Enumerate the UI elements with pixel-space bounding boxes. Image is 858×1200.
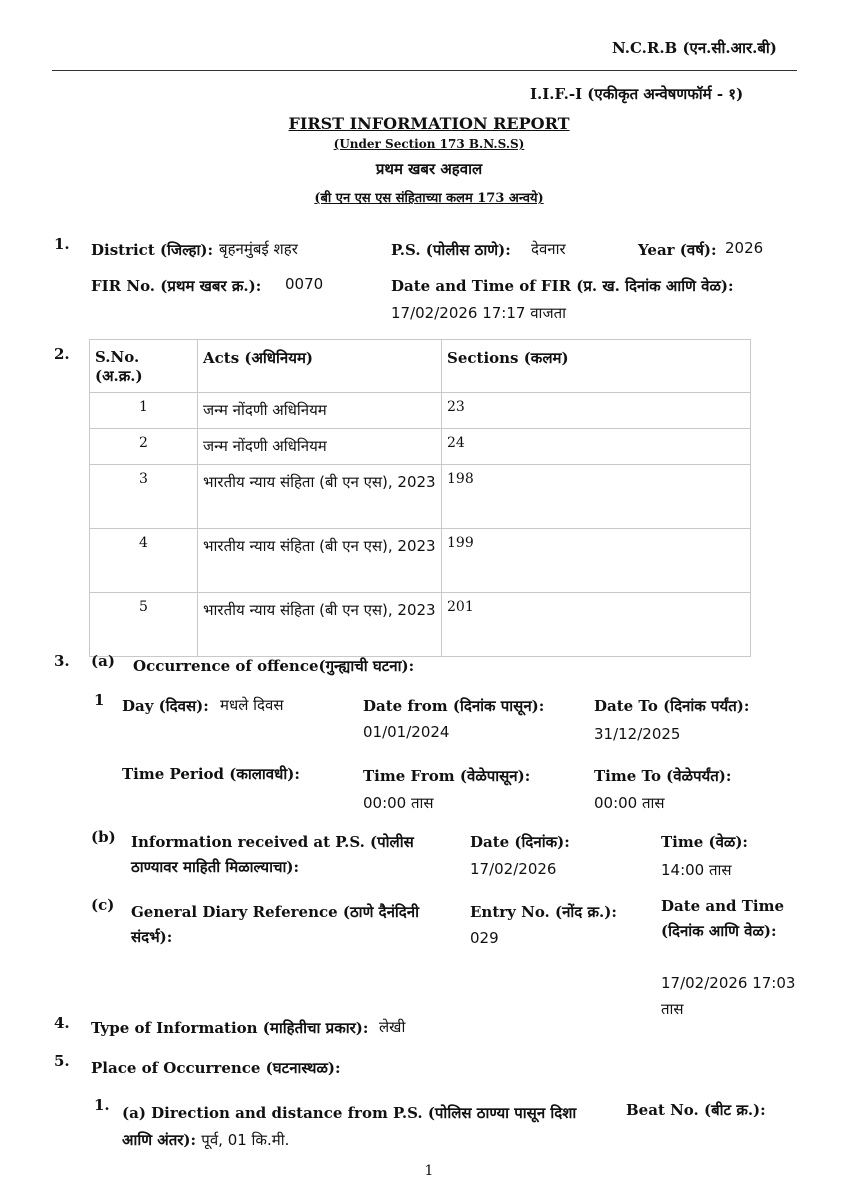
row-sno: 5 <box>90 593 198 657</box>
iif-label: I.I.F.-I (एकीकृत अन्वेषणफॉर्म - १) <box>530 85 744 103</box>
fir-number-value: 0070 <box>285 275 324 293</box>
section-4-number: 4. <box>54 1014 70 1032</box>
place-sub-number: 1. <box>94 1096 110 1114</box>
info-type-label: Type of Information (माहितीचा प्रकार): <box>91 1019 369 1037</box>
sub-c-label: (c) <box>91 896 115 914</box>
direction-label: (a) Direction and distance from P.S. (पोलिस ठाण्या पासून दिशा आणि अंतर): <box>122 1104 577 1149</box>
year-value: 2026 <box>725 239 764 257</box>
gd-datetime-label: Date and Time (दिनांक आणि वेळ): <box>661 897 785 940</box>
table-row <box>90 393 751 429</box>
row-act: जन्म नोंदणी अधिनियम <box>198 393 442 429</box>
fir-number-label: FIR No. (प्रथम खबर क्र.): <box>91 277 262 295</box>
entry-number-label: Entry No. (नोंद क्र.): <box>470 903 617 921</box>
time-period-label: Time Period (कालावधी): <box>122 765 300 783</box>
year-label: Year (वर्ष): <box>638 241 717 259</box>
acts-table-header <box>90 340 751 393</box>
info-type-value: लेखी <box>379 1018 406 1036</box>
sub-a-label: (a) <box>91 652 115 670</box>
place-label: Place of Occurrence (घटनास्थळ): <box>91 1059 341 1077</box>
info-date-label: Date (दिनांक): <box>470 833 570 851</box>
date-from-value: 01/01/2024 <box>363 723 450 741</box>
gd-datetime-value: 17/02/2026 17:03 तास <box>661 974 796 1018</box>
row-section: 199 <box>442 529 751 593</box>
info-time-label: Time (वेळ): <box>661 833 748 851</box>
row-sno: 4 <box>90 529 198 593</box>
section-5-number: 5. <box>54 1052 70 1070</box>
row-sno: 2 <box>90 429 198 465</box>
row-act: भारतीय न्याय संहिता (बी एन एस), 2023 <box>198 529 442 593</box>
table-row <box>90 529 751 593</box>
direction-value: पूर्व, 01 कि.मी. <box>201 1131 290 1149</box>
beat-number-label: Beat No. (बीट क्र.): <box>626 1101 766 1119</box>
day-label: Day (दिवस): <box>122 697 209 715</box>
info-received-label: Information received at P.S. (पोलीस ठाण्यावर माहिती मिळाल्याचा): <box>131 833 414 876</box>
header-acts: Acts (अधिनियम) <box>198 340 442 393</box>
direction-distance <box>122 1100 592 1154</box>
row-section: 23 <box>442 393 751 429</box>
section-2-number: 2. <box>54 345 70 363</box>
date-to-label: Date To (दिनांक पर्यंत): <box>594 697 750 715</box>
info-date-value: 17/02/2026 <box>470 860 557 878</box>
row-section: 24 <box>442 429 751 465</box>
header-divider <box>52 70 797 71</box>
entry-number-value: 029 <box>470 929 499 947</box>
header-sno: S.No. (अ.क्र.) <box>90 340 198 393</box>
general-diary-label: General Diary Reference (ठाणे दैनंदिनी संदर्भ): <box>131 903 419 946</box>
occurrence-label: Occurrence of offence(गुन्ह्याची घटना): <box>133 657 415 675</box>
district-label: District (जिल्हा): <box>91 241 214 259</box>
row-section: 198 <box>442 465 751 529</box>
row-act: जन्म नोंदणी अधिनियम <box>198 429 442 465</box>
date-to-value: 31/12/2025 <box>594 725 681 743</box>
time-from-label: Time From (वेळेपासून): <box>363 767 531 785</box>
acts-table <box>89 339 751 657</box>
section-1-number: 1. <box>54 235 70 253</box>
row-act: भारतीय न्याय संहिता (बी एन एस), 2023 <box>198 593 442 657</box>
info-time-value: 14:00 तास <box>661 861 732 879</box>
page-number: 1 <box>424 1163 434 1179</box>
table-row <box>90 465 751 529</box>
ncrb-label: N.C.R.B (एन.सी.आर.बी) <box>612 39 777 57</box>
sub-b-label: (b) <box>91 828 116 846</box>
time-from-value: 00:00 तास <box>363 794 434 812</box>
section-3-number: 3. <box>54 652 70 670</box>
day-value: मधले दिवस <box>220 696 284 714</box>
report-subtitle: (Under Section 173 B.N.S.S) <box>333 137 525 151</box>
ps-label: P.S. (पोलीस ठाणे): <box>391 241 511 259</box>
report-subtitle-marathi: (बी एन एस एस संहिताच्या कलम 173 अन्वये) <box>314 191 544 206</box>
row-sno: 3 <box>90 465 198 529</box>
row-act: भारतीय न्याय संहिता (बी एन एस), 2023 <box>198 465 442 529</box>
fir-datetime-label: Date and Time of FIR (प्र. ख. दिनांक आणि वेळ): <box>391 277 734 295</box>
header-sections: Sections (कलम) <box>442 340 751 393</box>
row-section: 201 <box>442 593 751 657</box>
table-row <box>90 429 751 465</box>
time-to-label: Time To (वेळेपर्यंत): <box>594 767 732 785</box>
report-title: FIRST INFORMATION REPORT <box>288 114 570 133</box>
row-sno: 1 <box>90 393 198 429</box>
ps-value: देवनार <box>531 240 566 258</box>
fir-datetime-value: 17/02/2026 17:17 वाजता <box>391 304 567 322</box>
report-title-marathi: प्रथम खबर अहवाल <box>375 160 483 178</box>
district-value: बृहनमुंबई शहर <box>219 240 298 258</box>
time-to-value: 00:00 तास <box>594 794 665 812</box>
date-from-label: Date from (दिनांक पासून): <box>363 697 545 715</box>
table-row <box>90 593 751 657</box>
occurrence-row-number: 1 <box>94 691 105 709</box>
